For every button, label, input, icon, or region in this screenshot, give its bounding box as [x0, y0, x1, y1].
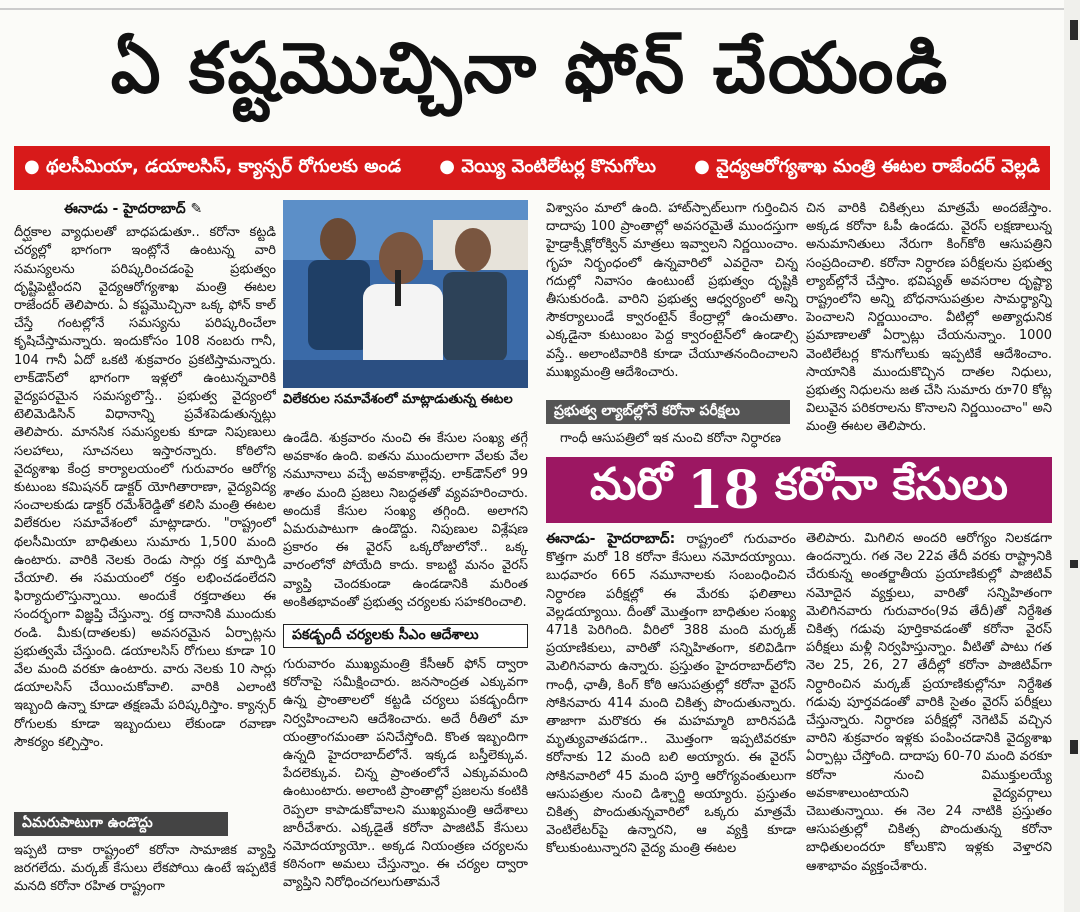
top-rule [0, 8, 1070, 10]
pen-icon: ✎ [190, 201, 203, 217]
page-edge [1064, 0, 1080, 912]
subhead-bar [14, 146, 1050, 190]
edge-mark [1070, 560, 1078, 568]
edge-mark [1070, 740, 1078, 754]
subhead-2: ● వెయ్యి వెంటిలేటర్ల కొనుగోలు [439, 156, 656, 181]
article-body: దీర్ఘకాల వ్యాధులతో బాధపడుతూ.. కరోనా కట్టడి చర్యల్లో భాగంగా ఇంట్లోనే ఉంటున్న వారి సమస్యలను పరిష్కరించడంపై ప్రభుత్వం దృష్టిపెట్టిందని వైద్యఆరోగ్యశాఖ మంత్రి ఈటల రాజేందర్ తెలిపారు. ఏ కష్టమొచ్చినా ఒక్క ఫోన్ కాల్ చేస్తే గంటల్లోనే సమస్యను పరిష్కరించేలా కృషిచేస్తామన్నారు. ఇందుకోసం 108 నంబరు గానీ, 104 గానీ ఏదో ఒకటి శుక్రవారం ప్రకటిస్తామన్నారు. లాక్‌డౌన్‌లో భాగంగా ఇళ్లలో ఉంటున్నవారికి వైద్యపరమైన సమస్యలొస్తే.. ప్రభుత్వ వైద్యంలో టెలిమెడిసిన్ విధానాన్ని ప్రవేశపెడుతున్నట్లు తెలిపారు. మానసిక సమస్యలకు కూడా నిపుణులు సలహాలు, సూచనలు ఇస్తారన్నారు. కోఠిలోని వైద్యశాఖ కేంద్ర కార్యాలయంలో గురువారం ఆరోగ్య కుటుంబ కమిషనర్ డాక్టర్ యోగితారాణా, వైద్యవిద్య సంచాలకుడు డాక్టర్ రమేశ్‌రెడ్డితో కలిసి మంత్రి ఈటల విలేకరుల సమావేశంలో మాట్లాడారు. "రాష్ట్రంలో థలసీమియా బాధితులు సుమారు 1,500 మంది ఉంటారు. వారికి నెలకు రెండు సార్లు రక్త మార్పిడి చేయాలి. ఈ సమయంలో రక్తం లభించడంలేదని ఫిర్యాదులొస్తున్నాయి. అందుకే రక్తదాతలు ఈ సందర్భంగా విజ్ఞప్తి చేస్తున్నా. రక్త దానానికి ముందుకు రండి. మీకు(దాతలకు) అవసరమైన ఏర్పాట్లను ప్రభుత్వమే చేస్తుంది. డయాలసిస్ రోగులు కూడా 10 వేల మంది వరకూ ఉంటారు. వారు నెలకు 10 సార్లు డయాలసిస్ చేయించుకోవాలి. వారికి ఎలాంటి ఇబ్బంది ఉన్నా కూడా తక్షణమే పరిష్కరిస్తాం. క్యాన్సర్ రోగులకు కూడా ఇబ్బందులు లేకుండా రవాణా సౌకర్యం కల్పిస్తాం. [14, 225, 276, 750]
section-subhead: ఏమరుపాటుగా ఉండొద్దు [14, 812, 228, 836]
subhead-3: ● వైద్యఆరోగ్యశాఖ మంత్రి ఈటల రాజేందర్ వెల్లడి [694, 156, 1040, 181]
photo-caption: విలేకరుల సమావేశంలో మాట్లాడుతున్న ఈటల [283, 392, 513, 407]
section-subhead: పకడ్బందీ చర్యలకు సీఎం ఆదేశాలు [283, 624, 528, 648]
column-2: ఉండేది. శుక్రవారం నుంచి ఈ కేసుల సంఖ్య తగ్గే అవకాశం ఉంది. ఐతను ముందులాగా వేలకు వేల నమూనాలు వచ్చే అవకాశాల్లేవు. లాక్‌డౌన్‌లో 99 శాతం మంది ప్రజలు నిబద్ధతతో వ్యవహరించారు. అందుకే కేసుల సంఖ్య తగ్గింది. అలాగని ఏమరుపాటుగా ఉండొద్దు. నిపుణుల విశ్లేషణ ప్రకారం ఈ వైరస్ ఒక్కరోజులోనో.. ఒక్క వారంలోనో పోయేది కాదు. కాబట్టి మనం వైరస్ వ్యాప్తి చెందకుండా ఉండడానికి మరింత అంకితభావంతో ప్రభుత్వ చర్యలకు సహకరించాలి. [283, 431, 528, 610]
column-3: విశ్వాసం మాలో ఉంది. హాట్‌స్పాట్‌లుగా గుర్తించిన దాదాపు 100 ప్రాంతాల్లో అవసరమైతే ముందస్తుగా హైడ్రాక్సీక్లోరోక్విన్ మాత్రలు ఇవ్వాలని నిర్ణయించాం. గృహ నిర్బంధంలో ఉన్నవారిలో ఎవరైనా చిన్న గదుల్లో నివాసం ఉంటుంటే ప్రభుత్వం దృష్టికి తీసుకురండి. వారిని ప్రభుత్వ ఆధ్వర్యంలో అన్ని సౌకర్యాలుండే క్వారంటైన్ కేంద్రాల్లో ఉంచుతాం. ఎక్కడైనా కుటుంబం పెద్ద క్వారంటైన్‌లో ఉండాల్సి వస్తే.. అలాంటివారికి కూడా చేయూతనందించాలని ముఖ్యమంత్రి ఆదేశించారు. [546, 201, 798, 380]
main-headline: ఏ కష్టమొచ్చినా ఫోన్ చేయండి [110, 27, 950, 109]
story2-headline: మరో 18 కరోనా కేసులు [546, 457, 1052, 523]
article-body-tail: ఇప్పటి దాకా రాష్ట్రంలో కరోనా సామాజిక వ్యాప్తి జరగలేదు. మర్కజ్ కేసులు లేకపోయి ఉంటే ఇప్పటికే మనది కరోనా రహిత రాష్ట్రంగా [14, 843, 276, 895]
column-4: చిన వారికి చికిత్సలు మాత్రమే అందజేస్తాం. అక్కడ కరోనా ఓపీ ఉండదు. వైరస్ లక్షణాలున్న అనుమానితులు నేరుగా కింగ్‌కోఠి ఆసుపత్రిని సంప్రదించాలి. కరోనా నిర్ధారణ పరీక్షలను ప్రభుత్వ ల్యాబ్‌ల్లోనే చేస్తాం. భవిష్యత్ అవసరాల దృష్ట్యా రాష్ట్రంలోని అన్ని బోధనాసుపత్రుల సామర్థ్యాన్ని పెంచాలని నిర్ణయించాం. వీటిల్లో అత్యాధునిక ప్రమాణాలతో ఏర్పాట్లు చేయనున్నాం. 1000 వెంటిలేటర్ల కొనుగోలుకు ఇప్పటికే ఆదేశించాం. సాయానికి ముందుకొచ్చిన దాతల నిధులు, ప్రభుత్వ నిధులను జత చేసి సుమారు రూ70 కోట్ల విలువైన పరికరాలను కొనాలని నిర్ణయించాం" అని మంత్రి ఈటల తెలిపారు. [806, 201, 1052, 435]
minister-photo [283, 200, 528, 388]
column-1 [14, 200, 276, 805]
column-2-continued: గురువారం ముఖ్యమంత్రి కేసీఆర్ ఫోన్ ద్వారా కరోనాపై సమీక్షించారు. జనసాంద్రత ఎక్కువగా ఉన్న ప్రాంతాలలో కట్టడి చర్యలు పకడ్బందీగా నిర్వహించాలని ఆదేశించారు. అదే రీతిలో మా యంత్రాంగమంతా పనిచేస్తోంది. కొంత ఇబ్బందిగా ఉన్నది హైదరాబాద్‌లోనే. ఇక్కడ బస్తీలెక్కువ. పేదలెక్కువ. చిన్న ప్రాంతంలోనే ఎక్కువమంది ఉంటుంటారు. అలాంటి ప్రాంతాల్లో ప్రజలను కంటికి రెప్పలా కాపాడుకోవాలని ముఖ్యమంత్రి ఆదేశాలు జారీచేశారు. ఎక్కడైతే కరోనా పాజిటివ్ కేసులు నమోదయ్యాయో.. అక్కడ నియంత్రణ చర్యలను కఠినంగా అమలు చేస్తున్నాం. ఈ చర్యల ద్వారా వ్యాప్తిని నిరోధించగలుగుతామనే [283, 657, 528, 891]
section-subhead: ప్రభుత్వ ల్యాబ్‌ల్లోనే కరోనా పరీక్షలు [546, 400, 790, 424]
column-3-tail: గాంధీ ఆసుపత్రిలో ఇక నుంచి కరోనా నిర్ధారణ [560, 431, 781, 446]
subhead-1: ● థలసీమియా, డయాలసిస్, క్యాన్సర్ రోగులకు అండ [24, 156, 401, 181]
story2-column-b: తెలిపారు. మిగిలిన అందరి ఆరోగ్యం నిలకడగా ఉందన్నారు. గత నెల 22వ తేదీ వరకు రాష్ట్రానికి చేరుకున్న అంతర్జాతీయ ప్రయాణికుల్లో పాజిటివ్ నమోదైన వ్యక్తులు, వారితో సన్నిహితంగా మెలిగినవారు గురువారం(9వ తేదీ)తో నిర్దేశిత చికిత్స గడువు పూర్తికావడంతో కరోనా వైరస్ పరీక్షలు మళ్లీ నిర్వహిస్తున్నాం. వీటితో పాటు గత నెల 25, 26, 27 తేదీల్లో కరోనా పాజిటివ్‌గా నిర్ధారించిన మర్కజ్ ప్రయాణికుల్లోనూ నిర్దేశిత గడువు పూర్తవడంతో వారికి సైతం వైరస్ పరీక్షలు చేస్తున్నారు. నిర్ధారణ పరీక్షల్లో నెగెటివ్ వచ్చిన వారిని శుక్రవారం ఇళ్లకు పంపించడానికి వైద్యశాఖ ఏర్పాట్లు చేస్తోంది. దాదాపు 60-70 మంది వరకూ కరోనా నుంచి విముక్తులయ్యే అవకాశాలుంటాయని వైద్యవర్గాలు చెబుతున్నాయి. ఈ నెల 24 నాటికి ప్రస్తుతం ఆసుపత్రుల్లో చికిత్స పొందుతున్న కరోనా బాధితులందరూ కోలుకొని ఇళ్లకు వెళ్తారని ఆశాభావం వ్యక్తంచేశారు. [806, 531, 1052, 874]
edge-mark [1070, 20, 1078, 40]
story2-column-a: ఈనాడు- హైదరాబాద్: రాష్ట్రంలో గురువారం కొత్తగా మరో 18 కరోనా కేసులు నమోదయ్యాయి. బుధవారం 665 నమూనాలకు సంబంధించిన నిర్ధారణ పరీక్షల్లో ఈ మేరకు ఫలితాలు వెల్లడయ్యాయి. దీంతో మొత్తంగా బాధితుల సంఖ్య 471కి పెరిగింది. వీరిలో 388 మంది మర్కజ్ ప్రయాణికులు, వారితో సన్నిహితంగా, కలివిడిగా మెలిగినవారు ఉన్నారు. ప్రస్తుతం హైదరాబాద్‌లోని గాంధీ, ఛాతీ, కింగ్ కోఠి ఆసుపత్రుల్లో కరోనా వైరస్ సోకినవారు 414 మంది చికిత్స పొందుతున్నారు. తాజాగా మరొకరు ఈ మహమ్మారి బారినపడి మృత్యువాతపడగా.. మొత్తంగా ఇప్పటివరకూ కరోనాకు 12 మంది బలి అయ్యారు. ఈ వైరస్ సోకినవారిలో 45 మంది పూర్తి ఆరోగ్యవంతులుగా ఆసుపత్రుల నుంచి డిశ్చార్జి అయ్యారు. ప్రస్తుతం చికిత్స పొందుతున్నవారిలో ఒక్కరు మాత్రమే వెంటిలేటర్‌పై ఉన్నారని, ఆ వ్యక్తి కూడా కోలుకుంటున్నారని వైద్య మంత్రి ఈటల [546, 531, 796, 857]
byline: ఈనాడు - హైదరాబాద్ ✎ [64, 201, 203, 217]
